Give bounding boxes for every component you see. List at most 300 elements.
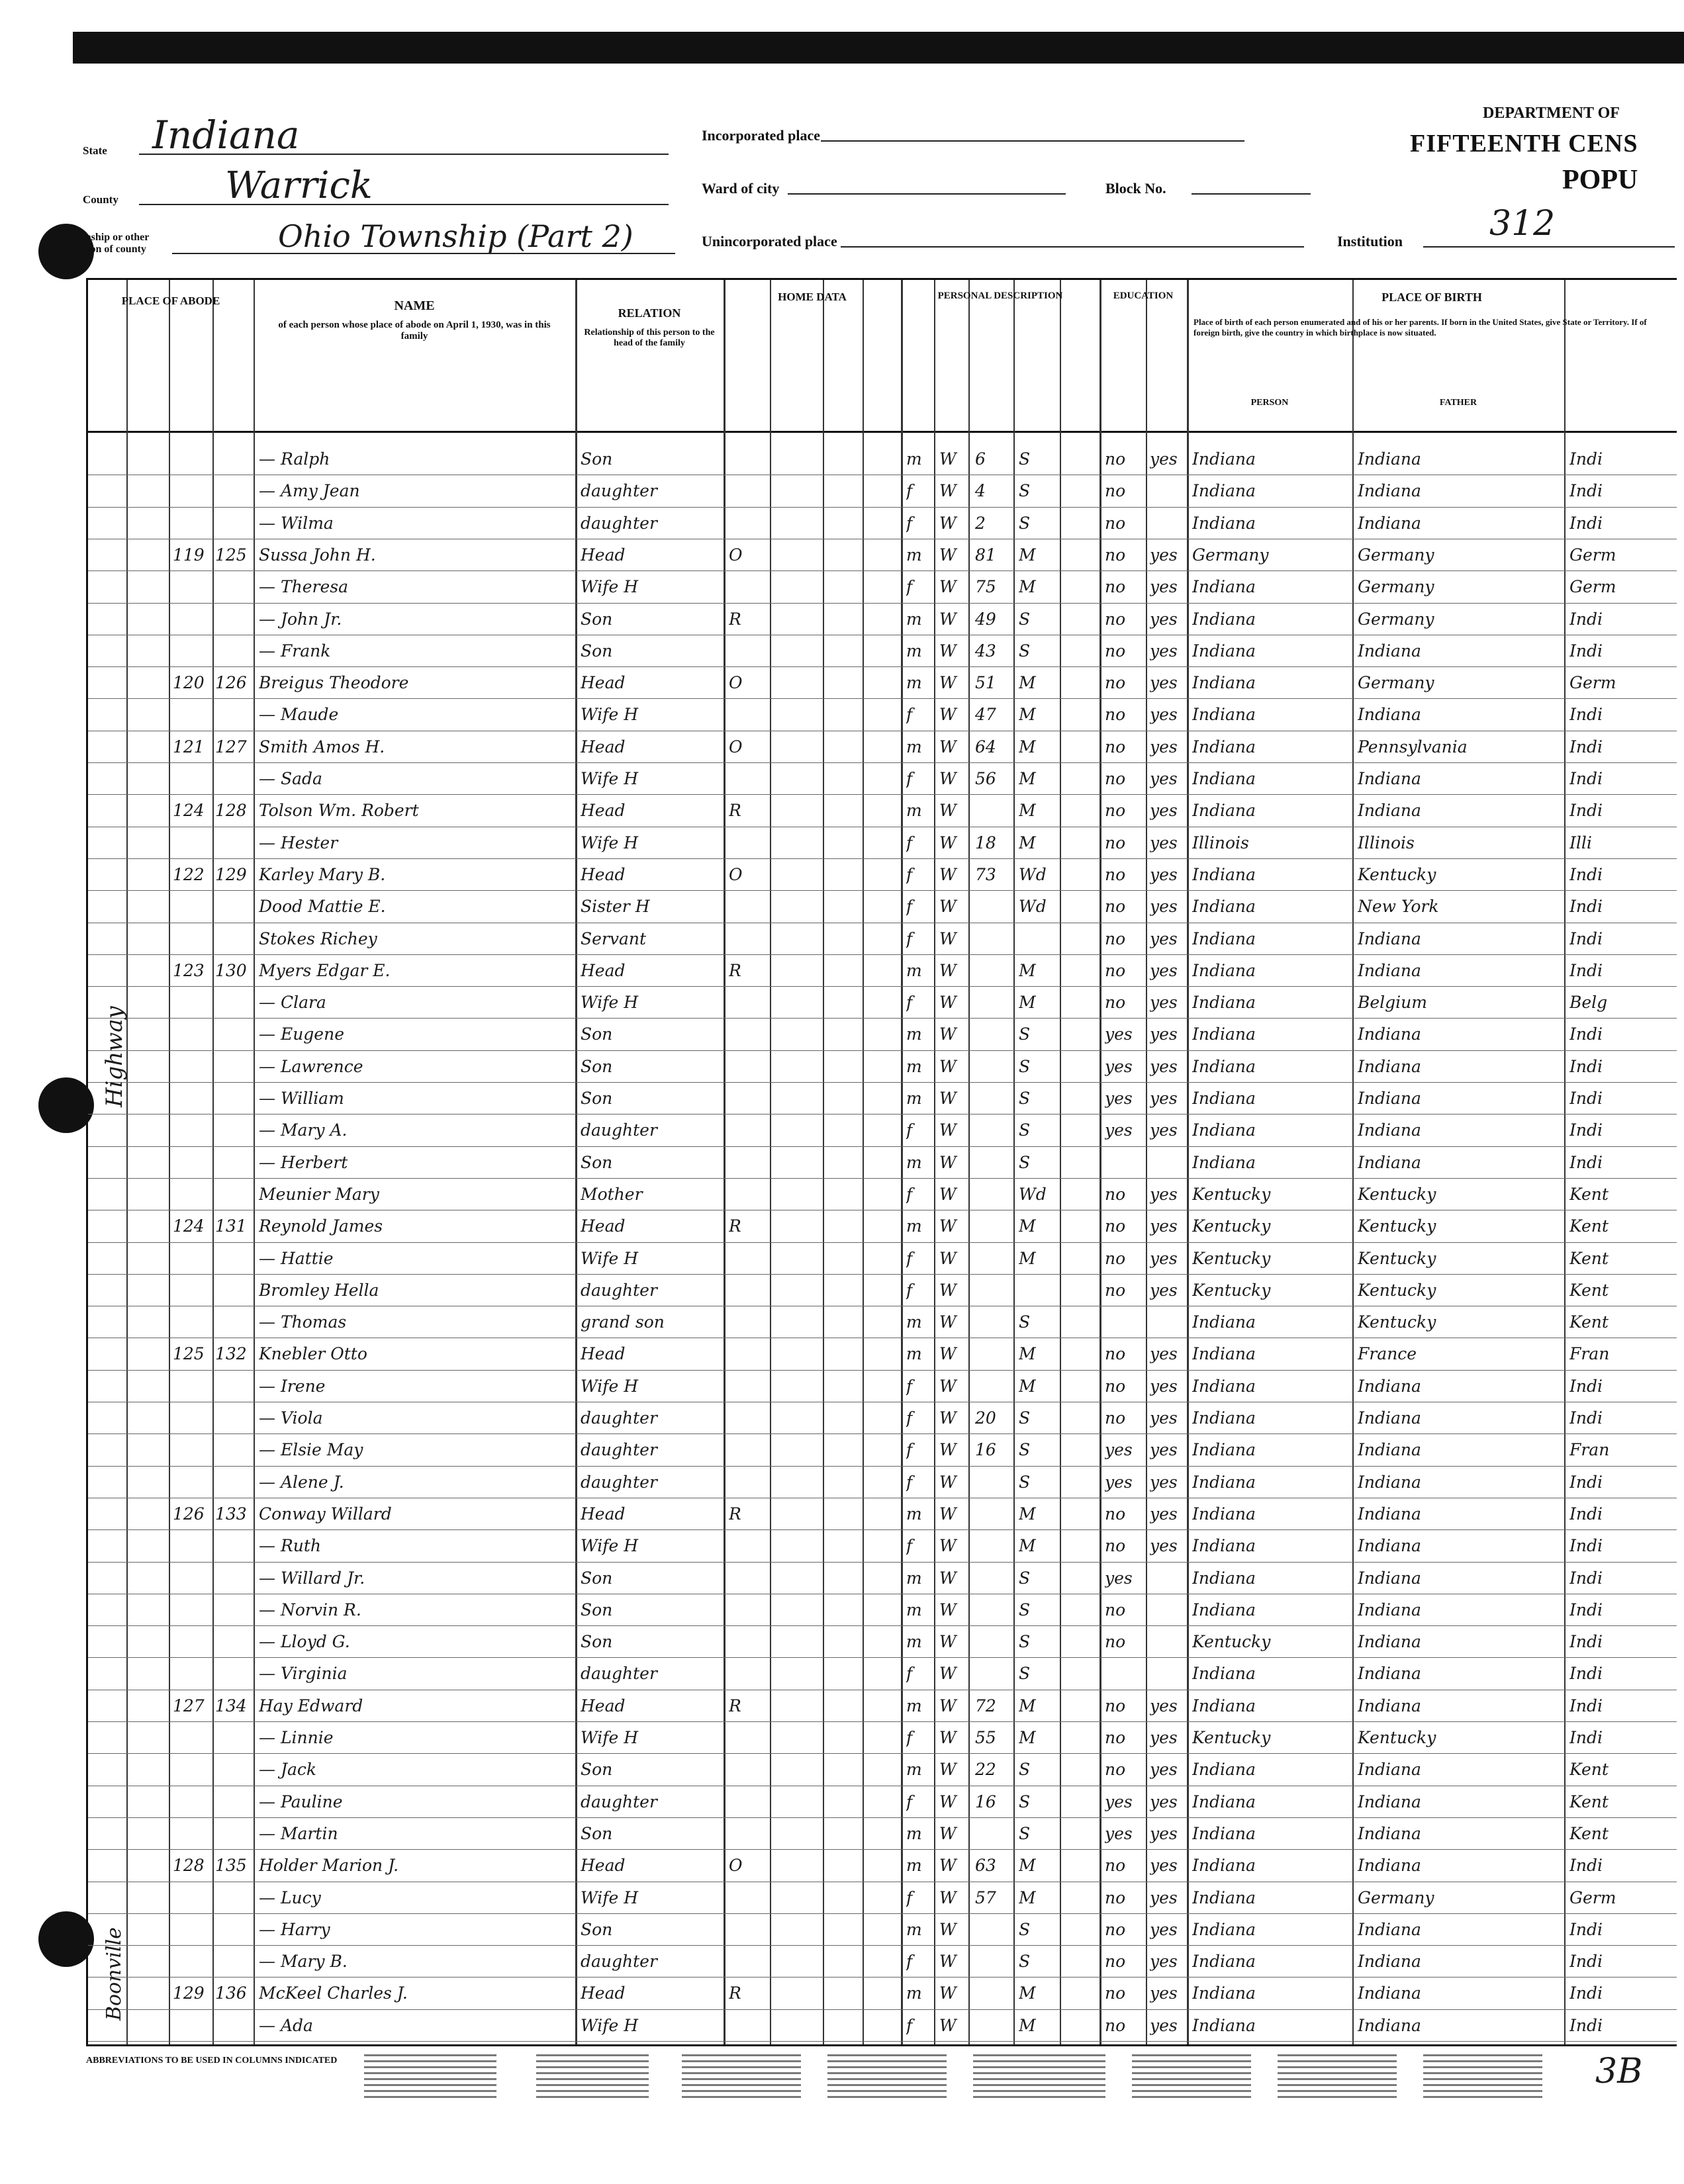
cell-read: yes	[1150, 1024, 1178, 1044]
cell-mar: M	[1019, 1888, 1036, 1907]
cell-mar: S	[1019, 1792, 1031, 1811]
cell-sex: f	[906, 1664, 913, 1684]
cell-mbp: Kent	[1569, 1184, 1609, 1204]
cell-sch: no	[1105, 705, 1126, 725]
cell-mbp: Germ	[1569, 673, 1616, 693]
cell-fbp: Indiana	[1358, 1600, 1421, 1619]
cell-sex: f	[906, 864, 913, 884]
cell-race: W	[939, 897, 957, 917]
cell-mbp: Kent	[1569, 1792, 1609, 1811]
row-rule	[88, 2009, 1677, 2010]
cell-rel: Head	[581, 673, 626, 693]
cell-bp: Indiana	[1192, 1536, 1256, 1556]
cell-mbp: Indi	[1569, 2015, 1603, 2035]
cell-fam: 136	[215, 1983, 247, 2003]
cell-read: yes	[1150, 545, 1178, 565]
cell-rel: Wife H	[581, 705, 639, 725]
cell-race: W	[939, 1376, 957, 1396]
cell-bp: Indiana	[1192, 1600, 1256, 1619]
cell-rel: Son	[581, 1919, 613, 1939]
cell-fbp: Germany	[1358, 673, 1434, 693]
col-divider	[968, 280, 970, 2044]
cell-bp: Indiana	[1192, 960, 1256, 980]
ward-label: Ward of city	[702, 180, 780, 197]
cell-race: W	[939, 1024, 957, 1044]
cell-read: yes	[1150, 1823, 1178, 1843]
cell-mbp: Indi	[1569, 929, 1603, 948]
cell-sex: m	[906, 1344, 922, 1364]
cell-mar: S	[1019, 481, 1031, 501]
cell-mar: M	[1019, 1344, 1036, 1364]
cell-race: W	[939, 1472, 957, 1492]
cell-fbp: Indiana	[1358, 1568, 1421, 1588]
cell-mar: M	[1019, 1376, 1036, 1396]
cell-fbp: France	[1358, 1344, 1417, 1364]
cell-fbp: Indiana	[1358, 1632, 1421, 1652]
col-divider	[1146, 280, 1147, 2044]
cell-race: W	[939, 864, 957, 884]
cell-sch: no	[1105, 609, 1126, 629]
cell-fbp: Kentucky	[1358, 1280, 1436, 1300]
cell-age: 2	[975, 513, 986, 533]
cell-mbp: Indi	[1569, 609, 1603, 629]
cell-mbp: Indi	[1569, 1152, 1603, 1172]
cell-fbp: Indiana	[1358, 705, 1421, 725]
cell-sch: no	[1105, 513, 1126, 533]
cell-fbp: Indiana	[1358, 1504, 1421, 1524]
cell-bp: Indiana	[1192, 993, 1256, 1013]
cell-mbp: Indi	[1569, 737, 1603, 756]
cell-rel: Son	[581, 609, 613, 629]
block-label: Block No.	[1105, 180, 1166, 197]
cell-tenure: R	[729, 1696, 741, 1715]
cell-fbp: Illinois	[1358, 833, 1415, 852]
cell-read: yes	[1150, 1888, 1178, 1907]
cell-fbp: Indiana	[1358, 1760, 1421, 1780]
cell-bp: Indiana	[1192, 1056, 1256, 1076]
cell-race: W	[939, 1792, 957, 1811]
cell-fbp: Germany	[1358, 577, 1434, 597]
cell-mbp: Kent	[1569, 1823, 1609, 1843]
cell-read: yes	[1150, 1728, 1178, 1747]
cell-fbp: Indiana	[1358, 1919, 1421, 1939]
cell-bp: Indiana	[1192, 513, 1256, 533]
abbrev-block	[364, 2052, 496, 2098]
cell-sex: f	[906, 929, 913, 948]
cell-mbp: Indi	[1569, 864, 1603, 884]
cell-rel: Head	[581, 737, 626, 756]
cell-sch: yes	[1105, 1440, 1133, 1460]
cell-rel: daughter	[581, 1120, 657, 1140]
cell-bp: Indiana	[1192, 1888, 1256, 1907]
cell-rel: Wife H	[581, 2015, 639, 2035]
cell-race: W	[939, 577, 957, 597]
cell-bp: Indiana	[1192, 1919, 1256, 1939]
cell-rel: Head	[581, 864, 626, 884]
cell-mar: M	[1019, 705, 1036, 725]
cell-rel: Wife H	[581, 833, 639, 852]
unincorporated-label: Unincorporated place	[702, 233, 837, 250]
cell-mbp: Illi	[1569, 833, 1592, 852]
cell-age: 56	[975, 769, 996, 788]
cell-bp: Indiana	[1192, 1376, 1256, 1396]
cell-race: W	[939, 1919, 957, 1939]
cell-tenure: R	[729, 1983, 741, 2003]
cell-mbp: Indi	[1569, 960, 1603, 980]
cell-mbp: Belg	[1569, 993, 1608, 1013]
row-rule	[88, 1146, 1677, 1147]
cell-mbp: Kent	[1569, 1760, 1609, 1780]
cell-tenure: R	[729, 609, 741, 629]
cell-sch: no	[1105, 1600, 1126, 1619]
cell-read: yes	[1150, 1983, 1178, 2003]
cell-sch: no	[1105, 1536, 1126, 1556]
abbrev-block	[1278, 2052, 1397, 2098]
cell-mbp: Indi	[1569, 1952, 1603, 1972]
incorporated-rule	[821, 140, 1244, 142]
cell-sex: f	[906, 769, 913, 788]
cell-mbp: Indi	[1569, 1600, 1603, 1619]
cell-name: — Ruth	[259, 1536, 322, 1556]
cell-race: W	[939, 929, 957, 948]
cell-bp: Indiana	[1192, 864, 1256, 884]
cell-race: W	[939, 513, 957, 533]
cell-mbp: Indi	[1569, 1696, 1603, 1715]
cell-mar: M	[1019, 1856, 1036, 1876]
cell-tenure: O	[729, 737, 743, 756]
cell-bp: Indiana	[1192, 1952, 1256, 1972]
cell-mar: S	[1019, 1440, 1031, 1460]
cell-race: W	[939, 609, 957, 629]
cell-fbp: Germany	[1358, 545, 1434, 565]
cell-race: W	[939, 1152, 957, 1172]
cell-mar: S	[1019, 1600, 1031, 1619]
cell-sch: no	[1105, 1248, 1126, 1268]
cell-sex: m	[906, 673, 922, 693]
cell-bp: Kentucky	[1192, 1216, 1271, 1236]
cell-fam: 133	[215, 1504, 247, 1524]
cell-sch: yes	[1105, 1568, 1133, 1588]
cell-sch: no	[1105, 1504, 1126, 1524]
row-rule	[88, 1114, 1677, 1115]
cell-fbp: Indiana	[1358, 960, 1421, 980]
cell-race: W	[939, 1440, 957, 1460]
cell-name: Breigus Theodore	[259, 673, 409, 693]
row-rule	[88, 1817, 1677, 1818]
cell-mar: M	[1019, 577, 1036, 597]
abbreviations-title: ABBREVIATIONS TO BE USED IN COLUMNS INDICATED	[86, 2056, 338, 2066]
cell-read: yes	[1150, 1089, 1178, 1108]
cell-dw: 129	[173, 1983, 205, 2003]
cell-sch: no	[1105, 864, 1126, 884]
row-rule	[88, 507, 1677, 508]
cell-race: W	[939, 993, 957, 1013]
cell-rel: Son	[581, 1568, 613, 1588]
cell-name: — Lawrence	[259, 1056, 363, 1076]
cell-sch: no	[1105, 673, 1126, 693]
cell-fam: 130	[215, 960, 247, 980]
row-rule	[88, 1562, 1677, 1563]
cell-mbp: Fran	[1569, 1344, 1610, 1364]
department-title: DEPARTMENT OF	[1483, 105, 1620, 122]
cell-race: W	[939, 1056, 957, 1076]
cell-sch: no	[1105, 833, 1126, 852]
cell-sex: m	[906, 737, 922, 756]
cell-fbp: Germany	[1358, 1888, 1434, 1907]
cell-name: Smith Amos H.	[259, 737, 385, 756]
cell-sex: f	[906, 481, 913, 501]
cell-race: W	[939, 705, 957, 725]
cell-race: W	[939, 960, 957, 980]
cell-mar: M	[1019, 737, 1036, 756]
row-rule	[88, 603, 1677, 604]
cell-sch: no	[1105, 1760, 1126, 1780]
cell-tenure: O	[729, 1856, 743, 1876]
cell-mar: S	[1019, 1024, 1031, 1044]
education-heading: EDUCATION	[1113, 291, 1174, 301]
cell-read: yes	[1150, 801, 1178, 821]
cell-read: yes	[1150, 1408, 1178, 1428]
cell-bp: Indiana	[1192, 2015, 1256, 2035]
col-divider	[1013, 280, 1015, 2044]
row-rule	[88, 1050, 1677, 1051]
cell-bp: Indiana	[1192, 1120, 1256, 1140]
name-heading: NAME	[394, 298, 435, 313]
cell-dw: 127	[173, 1696, 205, 1715]
cell-sch: no	[1105, 449, 1126, 469]
cell-mbp: Indi	[1569, 1856, 1603, 1876]
cell-sch: yes	[1105, 1024, 1133, 1044]
cell-race: W	[939, 1504, 957, 1524]
cell-mbp: Indi	[1569, 1983, 1603, 2003]
cell-bp: Indiana	[1192, 897, 1256, 917]
cell-sex: m	[906, 960, 922, 980]
cell-sex: m	[906, 1152, 922, 1172]
cell-sch: no	[1105, 2015, 1126, 2035]
cell-read: yes	[1150, 2015, 1178, 2035]
cell-sch: no	[1105, 1408, 1126, 1428]
cell-name: Myers Edgar E.	[259, 960, 391, 980]
cell-read: yes	[1150, 1952, 1178, 1972]
cell-sex: m	[906, 1600, 922, 1619]
cell-name: Hay Edward	[259, 1696, 363, 1715]
cell-mar: S	[1019, 1472, 1031, 1492]
cell-name: Tolson Wm. Robert	[259, 801, 419, 821]
cell-sch: no	[1105, 1728, 1126, 1747]
cell-fbp: Indiana	[1358, 641, 1421, 660]
cell-race: W	[939, 641, 957, 660]
cell-read: yes	[1150, 1472, 1178, 1492]
cell-bp: Kentucky	[1192, 1632, 1271, 1652]
cell-mbp: Indi	[1569, 513, 1603, 533]
cell-mar: S	[1019, 1919, 1031, 1939]
cell-tenure: O	[729, 545, 743, 565]
cell-read: yes	[1150, 1696, 1178, 1715]
scan-edge-bar	[73, 32, 1684, 64]
cell-age: 43	[975, 641, 996, 660]
cell-rel: daughter	[581, 1280, 657, 1300]
cell-bp: Indiana	[1192, 705, 1256, 725]
cell-sex: f	[906, 1408, 913, 1428]
cell-mar: S	[1019, 1952, 1031, 1972]
cell-name: Meunier Mary	[259, 1184, 379, 1204]
col-divider	[1060, 280, 1061, 2044]
abbrev-block	[827, 2052, 947, 2098]
cell-mar: M	[1019, 769, 1036, 788]
cell-race: W	[939, 1600, 957, 1619]
cell-read: yes	[1150, 1856, 1178, 1876]
cell-rel: Head	[581, 960, 626, 980]
institution-value: 312	[1489, 204, 1556, 244]
cell-fbp: Pennsylvania	[1358, 737, 1468, 756]
cell-mbp: Germ	[1569, 1888, 1616, 1907]
cell-mar: M	[1019, 993, 1036, 1013]
relation-desc: Relationship of this person to the head of the family	[584, 328, 715, 348]
cell-fbp: Indiana	[1358, 481, 1421, 501]
col-divider	[1564, 280, 1566, 2044]
cell-name: — Martin	[259, 1823, 338, 1843]
cell-fbp: Indiana	[1358, 1120, 1421, 1140]
cell-bp: Indiana	[1192, 1664, 1256, 1684]
cell-rel: Head	[581, 1696, 626, 1715]
cell-age: 22	[975, 1760, 996, 1780]
row-rule	[88, 2041, 1677, 2042]
cell-sch: no	[1105, 1632, 1126, 1652]
row-rule	[88, 858, 1677, 859]
cell-fbp: Indiana	[1358, 2015, 1421, 2035]
cell-name: — Elsie May	[259, 1440, 363, 1460]
cell-name: Stokes Richey	[259, 929, 377, 948]
cell-age: 75	[975, 577, 996, 597]
cell-sch: yes	[1105, 1472, 1133, 1492]
cell-race: W	[939, 1568, 957, 1588]
county-rule	[139, 204, 669, 205]
cell-rel: Head	[581, 1983, 626, 2003]
cell-name: Conway Willard	[259, 1504, 392, 1524]
cell-fbp: Germany	[1358, 609, 1434, 629]
cell-sex: m	[906, 641, 922, 660]
cell-sex: m	[906, 1983, 922, 2003]
row-rule	[88, 1018, 1677, 1019]
cell-mar: M	[1019, 833, 1036, 852]
cell-age: 72	[975, 1696, 996, 1715]
cell-tenure: R	[729, 1216, 741, 1236]
cell-read: yes	[1150, 1536, 1178, 1556]
cell-rel: Son	[581, 641, 613, 660]
cell-sex: f	[906, 1472, 913, 1492]
cell-bp: Kentucky	[1192, 1248, 1271, 1268]
cell-bp: Indiana	[1192, 1696, 1256, 1715]
cell-bp: Indiana	[1192, 1408, 1256, 1428]
cell-dw: 119	[173, 545, 205, 565]
cell-mbp: Indi	[1569, 1056, 1603, 1076]
cell-sch: no	[1105, 737, 1126, 756]
cell-sch: no	[1105, 1216, 1126, 1236]
township-value: Ohio Township (Part 2)	[278, 218, 633, 254]
cell-name: Dood Mattie E.	[259, 897, 386, 917]
cell-name: — Mary B.	[259, 1952, 348, 1972]
cell-bp: Kentucky	[1192, 1280, 1271, 1300]
cell-race: W	[939, 1888, 957, 1907]
cell-mbp: Indi	[1569, 1568, 1603, 1588]
cell-rel: daughter	[581, 1952, 657, 1972]
col-divider	[724, 280, 725, 2044]
cell-fbp: Indiana	[1358, 1664, 1421, 1684]
cell-mar: S	[1019, 1408, 1031, 1428]
cell-sex: m	[906, 1568, 922, 1588]
name-desc: of each person whose place of abode on April 1, 1930, was in this family	[278, 320, 551, 341]
relation-heading: RELATION	[618, 306, 681, 320]
cell-mbp: Indi	[1569, 1919, 1603, 1939]
abbreviations-footer	[86, 2052, 1661, 2105]
cell-sex: m	[906, 1760, 922, 1780]
cell-race: W	[939, 1312, 957, 1332]
col-divider	[823, 280, 824, 2044]
cell-rel: Wife H	[581, 993, 639, 1013]
cell-mbp: Indi	[1569, 1664, 1603, 1684]
cell-bp: Indiana	[1192, 481, 1256, 501]
institution-label: Institution	[1337, 233, 1403, 250]
cell-age: 57	[975, 1888, 996, 1907]
col-divider	[863, 280, 864, 2044]
cell-mar: S	[1019, 1632, 1031, 1652]
cell-bp: Indiana	[1192, 1312, 1256, 1332]
cell-bp: Indiana	[1192, 609, 1256, 629]
page-number: 3B	[1595, 2052, 1643, 2091]
row-rule	[88, 1370, 1677, 1371]
cell-mbp: Germ	[1569, 577, 1616, 597]
cell-rel: daughter	[581, 1664, 657, 1684]
cell-sex: m	[906, 1823, 922, 1843]
cell-sex: m	[906, 449, 922, 469]
cell-name: — Willard Jr.	[259, 1568, 365, 1588]
cell-name: — Ada	[259, 2015, 313, 2035]
cell-fam: 127	[215, 737, 247, 756]
cell-read: yes	[1150, 864, 1178, 884]
cell-fbp: Indiana	[1358, 513, 1421, 533]
cell-sex: f	[906, 1440, 913, 1460]
cell-fbp: Indiana	[1358, 1376, 1421, 1396]
cell-dw: 124	[173, 801, 205, 821]
col-divider	[1099, 280, 1101, 2044]
cell-sex: f	[906, 993, 913, 1013]
cell-sex: m	[906, 545, 922, 565]
cell-race: W	[939, 1280, 957, 1300]
cell-race: W	[939, 1952, 957, 1972]
cell-sch: no	[1105, 481, 1126, 501]
cell-fam: 128	[215, 801, 247, 821]
abbrev-block	[1423, 2052, 1542, 2098]
cell-mar: M	[1019, 1983, 1036, 2003]
cell-rel: Head	[581, 545, 626, 565]
cell-fbp: Indiana	[1358, 1696, 1421, 1715]
row-rule	[88, 762, 1677, 763]
cell-rel: Wife H	[581, 577, 639, 597]
cell-name: — Maude	[259, 705, 339, 725]
cell-fbp: Indiana	[1358, 769, 1421, 788]
cell-name: Karley Mary B.	[259, 864, 386, 884]
cell-sch: no	[1105, 769, 1126, 788]
cell-bp: Indiana	[1192, 1856, 1256, 1876]
cell-mbp: Indi	[1569, 1024, 1603, 1044]
cell-sex: m	[906, 1919, 922, 1939]
cell-name: — Norvin R.	[259, 1600, 361, 1619]
cell-sex: f	[906, 897, 913, 917]
cell-mar: M	[1019, 1248, 1036, 1268]
cell-name: — Sada	[259, 769, 322, 788]
cell-fbp: Indiana	[1358, 801, 1421, 821]
cell-age: 63	[975, 1856, 996, 1876]
